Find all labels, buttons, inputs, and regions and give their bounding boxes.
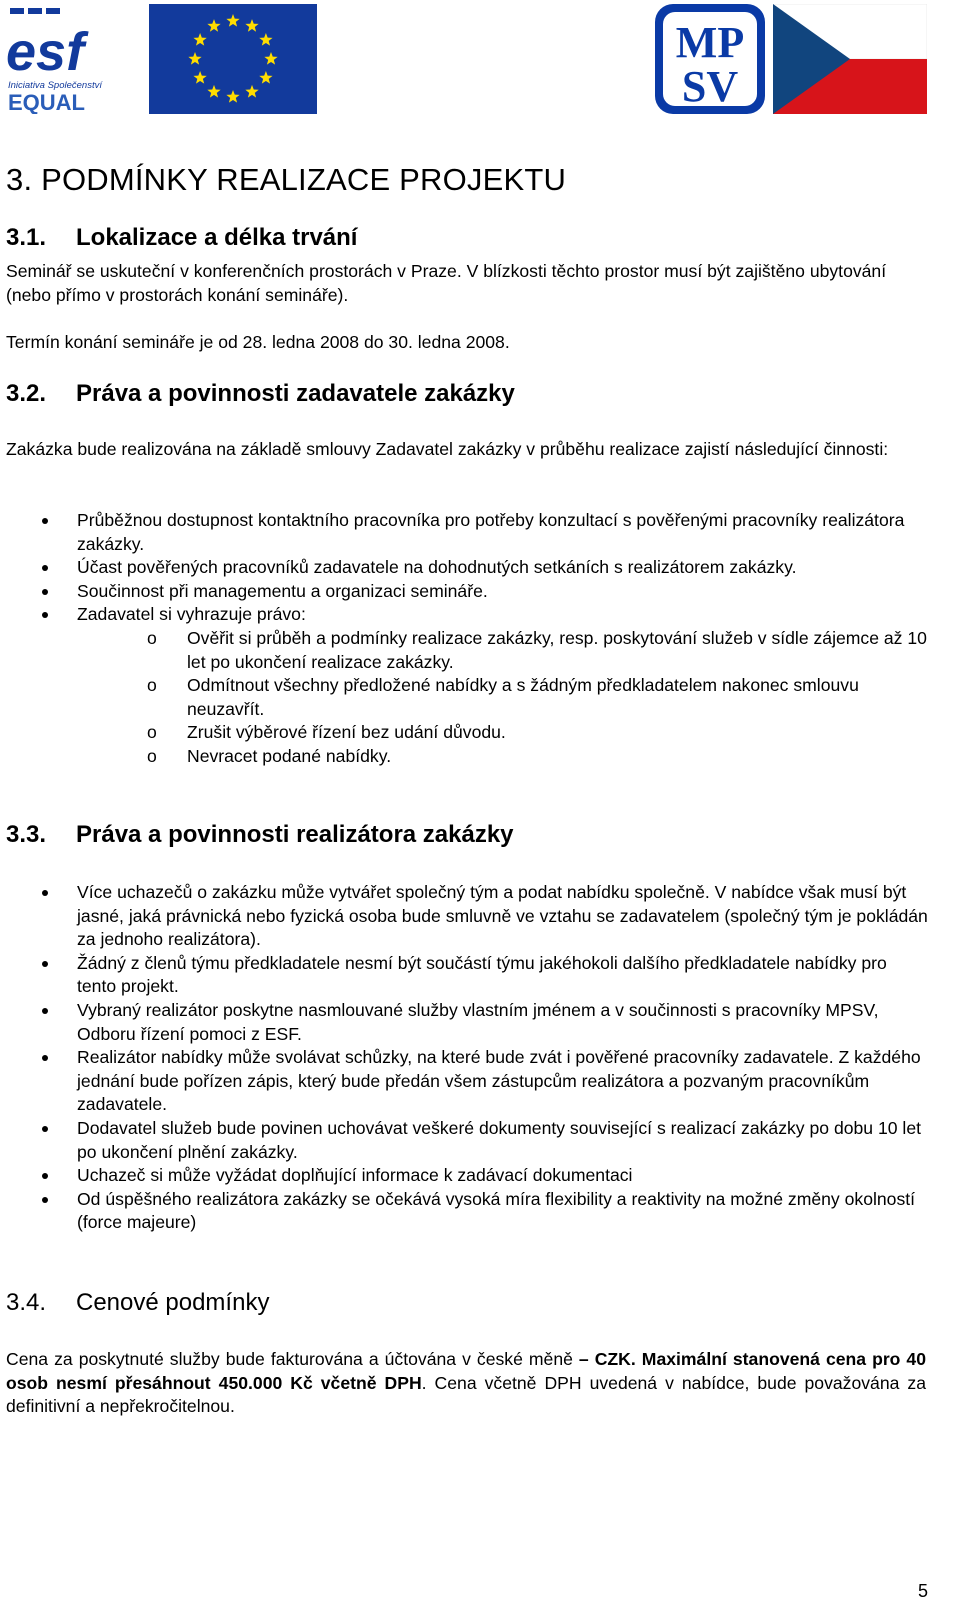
page-number: 5 [917, 1581, 928, 1601]
section-title: Lokalizace a délka trvání [76, 224, 358, 251]
bullet-icon [42, 890, 48, 896]
list-item: Dodavatel služeb bude povinen uchovávat veškeré dokumenty související s realizací zakázky po dobu 10 let po ukončení plnění zakázky. [0, 1117, 930, 1164]
svg-text:SV: SV [681, 62, 739, 111]
max-price-emphasis: – CZK. Maximální stanovená cena pro 40 osob nesmí přesáhnout 450.000 Kč včetně DPH [6, 1349, 927, 1393]
list-item: Součinnost při managementu a organizaci semináře. [0, 580, 930, 604]
section-number: 3.3. [6, 821, 47, 848]
list-item: Průběžnou dostupnost kontaktního pracovníka pro potřeby konzultací s pověřenými pracovníky realizátora zakázky. [0, 509, 930, 556]
list-item: Realizátor nabídky může svolávat schůzky, na které bude zvát i pověřené pracovníky zadavatele. Z každého jednání bude pořízen zápis, který bude předán všem zástupcům realizátora a pozvaným pracovníkům zadavatele. [0, 1046, 930, 1117]
circle-bullet-icon: o [147, 722, 157, 743]
eu-star-icon [226, 90, 239, 103]
czech-flag [773, 4, 927, 114]
eu-star-icon [207, 85, 220, 98]
section-number: 3.4. [6, 1289, 47, 1316]
bullet-icon [42, 1055, 48, 1061]
bullet-icon [42, 1008, 48, 1014]
list-item: Účast pověřených pracovníků zadavatele na dohodnutých setkáních s realizátorem zakázky. [0, 556, 930, 580]
circle-bullet-icon: o [147, 745, 157, 766]
eu-star-icon [259, 71, 272, 84]
list-item: Uchazeč si může vyžádat doplňující informace k zadávací dokumentaci [0, 1164, 930, 1188]
eu-star-icon [188, 52, 201, 65]
esf-equal-logo [4, 4, 128, 114]
s32-intro: Zakázka bude realizována na základě smlouvy Zadavatel zakázky v průběhu realizace zajistí následující činnosti: [6, 439, 889, 459]
section-number: 3.1. [6, 224, 47, 251]
list-item: Od úspěšného realizátora zakázky se očekává vysoká míra flexibility a reaktivity na možné změny okolností (force majeure) [0, 1188, 930, 1235]
section-title: Práva a povinnosti zadavatele zakázky [76, 380, 515, 407]
sub-list-item: o Nevracet podané nabídky. [77, 745, 930, 769]
esf-subtitle: Iniciativa Společenství [8, 80, 102, 91]
mpsv-logo [655, 4, 765, 114]
eu-star-icon [245, 85, 258, 98]
sub-list-item: o Zrušit výběrové řízení bez udání důvodu. [77, 721, 930, 745]
sub-list-item: o Ověřit si průběh a podmínky realizace zakázky, resp. poskytování služeb v sídle zájemce až 10 let po ukončení realizace zakázky. [147, 627, 927, 672]
section-3-2-heading [6, 380, 515, 408]
section-number: 3.2. [6, 380, 47, 407]
bullet-icon [42, 518, 48, 524]
eu-star-icon [259, 33, 272, 46]
equal-word: EQUAL [8, 90, 85, 114]
bullet-icon [42, 1126, 48, 1132]
eu-star-icon [226, 14, 239, 27]
s34-paragraph: Cena za poskytnuté služby bude fakturována a účtována v české měně – CZK. Maximální stanovená cena pro 40 osob nesmí přesáhnout 450.000 Kč včetně DPH. Cena včetně DPH uvedená v nabídce, bude považována za definitivní a nepřekročitelnou. [6, 1349, 927, 1416]
eu-star-icon [193, 71, 206, 84]
section-3-3-heading [6, 821, 514, 849]
s32-bullet-list [0, 509, 930, 769]
s32-sub-list [77, 627, 930, 769]
list-item: Více uchazečů o zakázku může vytvářet společný tým a podat nabídku společně. V nabídce však musí být jasné, jaká právnická nebo fyzická osoba bude smluvně ve vztahu se zadavatelem (společný tým je pokládán za jednoho realizátora). [0, 881, 930, 952]
list-item: Vybraný realizátor poskytne nasmlouvané služby vlastním jménem a v součinnosti s pracovníky MPSV, Odboru řízení pomoci z ESF. [0, 999, 930, 1046]
eu-flag [149, 4, 317, 114]
section-3-4-heading [6, 1289, 269, 1317]
list-item: Zadavatel si vyhrazuje právo: o Ověřit si průběh a podmínky realizace zakázky, resp. poskytování služeb v sídle zájemce až 10 let po ukončení realizace zakázky. o Odmítnout všechny předložené nabídky a s žádným předkladatelem nakonec smlouvu neuzavřít. o Zrušit výběrové řízení bez udání důvodu. o Nevracet podané nabídky. [0, 603, 930, 768]
sub-list-item: o Odmítnout všechny předložené nabídky a s žádným předkladatelem nakonec smlouvu neuzavřít. [147, 675, 859, 719]
section-title: Cenové podmínky [76, 1289, 270, 1316]
circle-bullet-icon: o [147, 675, 157, 696]
bullet-icon [42, 1197, 48, 1203]
bullet-icon [42, 961, 48, 967]
bullet-icon [42, 1173, 48, 1179]
chapter-title: 3. PODMÍNKY REALIZACE PROJEKTU [6, 162, 567, 197]
section-title: Práva a povinnosti realizátora zakázky [76, 821, 514, 848]
svg-text:MP: MP [675, 18, 745, 67]
s31-paragraph-1: Seminář se uskuteční v konferenčních prostorách v Praze. V blízkosti těchto prostor musí být zajištěno ubytování (nebo přímo v prostorách konání semináře). [6, 261, 887, 305]
s33-bullet-list [0, 881, 930, 1235]
eu-star-icon [245, 19, 258, 32]
eu-star-icon [207, 19, 220, 32]
eu-star-icon [193, 33, 206, 46]
circle-bullet-icon: o [147, 627, 157, 648]
s31-paragraph-2: Termín konání semináře je od 28. ledna 2008 do 30. ledna 2008. [6, 332, 510, 352]
svg-text:esf: esf [6, 22, 85, 82]
bullet-icon [42, 565, 48, 571]
eu-star-icon [264, 52, 277, 65]
list-item: Žádný z členů týmu předkladatele nesmí být součástí týmu jakéhokoli dalšího předkladatele nabídky pro tento projekt. [0, 952, 930, 999]
section-3-1-heading [6, 224, 357, 252]
bullet-icon [42, 589, 48, 595]
bullet-icon [42, 612, 48, 618]
